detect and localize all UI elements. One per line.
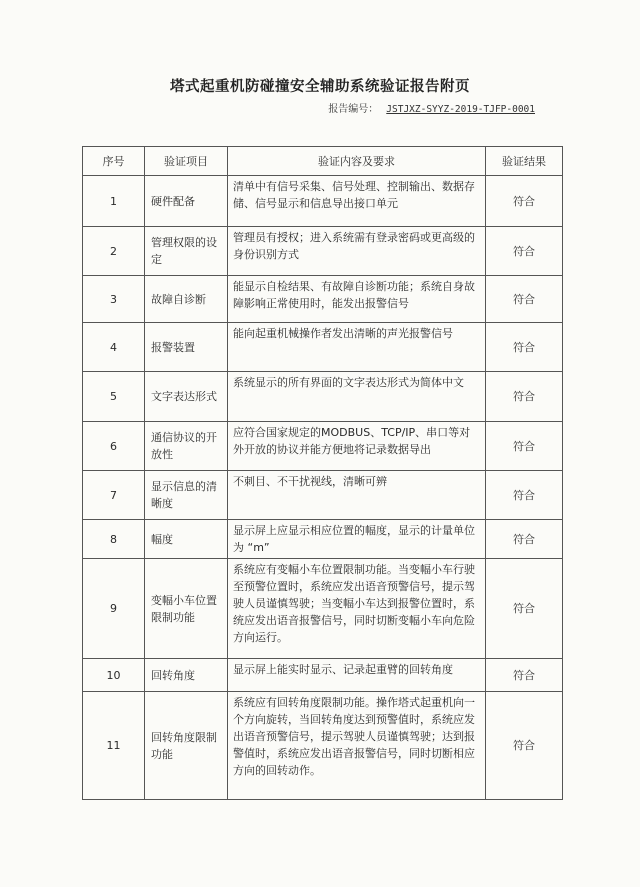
row-requirement-text: 管理员有授权；进入系统需有登录密码或更高级的身份识别方式 [233,231,475,261]
row-item [145,559,228,659]
row-item-text: 硬件配备 [151,194,195,208]
row-result [486,659,563,692]
row-number [83,323,145,372]
report-number-value: JSTJXZ-SYYZ-2019-TJFP-0001 [386,104,535,115]
row-requirement-text: 系统显示的所有界面的文字表达形式为简体中文 [233,376,464,389]
row-requirement [228,276,486,323]
table-row [83,659,563,692]
table-row [83,422,563,471]
table-row [83,559,563,659]
row-requirement-text: 能向起重机械操作者发出清晰的声光报警信号 [233,327,453,340]
table-row [83,176,563,227]
row-requirement [228,227,486,276]
row-requirement [228,692,486,800]
row-requirement [228,520,486,559]
table-row [83,471,563,520]
row-number [83,276,145,323]
verification-table [82,146,563,800]
row-result-text: 符合 [513,488,535,502]
row-result-text: 符合 [513,340,535,354]
row-item-text: 故障自诊断 [151,292,206,306]
row-result [486,471,563,520]
row-number-text: 4 [110,340,117,354]
row-item [145,659,228,692]
row-item [145,520,228,559]
header-no: 序号 [83,147,145,176]
row-number [83,692,145,800]
report-number [328,100,535,115]
row-item-text: 变幅小车位置限制功能 [151,593,217,624]
row-number-text: 3 [110,292,117,306]
row-number-text: 9 [110,602,117,615]
row-result [486,276,563,323]
row-item-text: 管理权限的设定 [151,236,217,266]
row-item-text: 回转角度 [151,668,195,682]
row-number-text: 11 [106,739,121,752]
row-item [145,227,228,276]
row-result [486,422,563,471]
row-item-text: 幅度 [151,532,173,546]
row-result-text: 符合 [513,244,535,258]
row-item [145,422,228,471]
row-requirement-text: 显示屏上应显示相应位置的幅度，显示的计量单位为 “m” [233,524,475,554]
row-number [83,659,145,692]
row-number-text: 8 [110,532,117,546]
row-requirement [228,422,486,471]
row-item-text: 通信协议的开放性 [151,431,217,461]
row-result-text: 符合 [513,194,535,208]
row-number-text: 1 [110,194,117,208]
header-item: 验证项目 [145,147,228,176]
table-row [83,520,563,559]
row-item-text: 回转角度限制功能 [151,730,217,761]
row-item-text: 显示信息的清晰度 [151,480,217,510]
row-item [145,372,228,422]
row-result-text: 符合 [513,390,535,403]
row-requirement-text: 不刺目、不干扰视线，清晰可辨 [233,475,387,488]
row-result-text: 符合 [513,668,535,682]
row-number-text: 7 [110,488,117,502]
row-requirement [228,372,486,422]
row-result-text: 符合 [513,439,535,453]
row-number [83,227,145,276]
report-number-label: 报告编号： [328,104,379,115]
row-requirement [228,559,486,659]
row-result [486,520,563,559]
row-number [83,372,145,422]
row-requirement [228,176,486,227]
row-number-text: 10 [106,668,121,682]
row-requirement-text: 系统应有变幅小车位置限制功能。当变幅小车行驶至预警位置时，系统应发出语音预警信号，提示驾驶人员谨慎驾驶；当变幅小车达到报警位置时，系统应发出语音报警信号，同时切断变幅小车向危险方向运行。 [233,563,475,644]
table-row [83,276,563,323]
row-item [145,276,228,323]
header-requirement: 验证内容及要求 [228,147,486,176]
row-result-text: 符合 [513,292,535,306]
row-item-text: 报警装置 [151,340,195,354]
row-item [145,692,228,800]
row-result [486,559,563,659]
row-item [145,176,228,227]
row-result-text: 符合 [513,739,535,752]
row-result [486,227,563,276]
row-result [486,372,563,422]
table-row [83,227,563,276]
row-item [145,471,228,520]
row-result-text: 符合 [513,532,535,546]
row-requirement-text: 清单中有信号采集、信号处理、控制输出、数据存储、信号显示和信息导出接口单元 [233,180,475,210]
table-header-row [83,147,563,176]
row-result [486,176,563,227]
row-requirement-text: 系统应有回转角度限制功能。操作塔式起重机向一个方向旋转，当回转角度达到预警值时，系统应发出语音预警信号，提示驾驶人员谨慎驾驶；达到报警值时，系统应发出语音报警信号，同时切断相应方向的回转动作。 [233,696,475,777]
row-number-text: 2 [110,244,117,258]
row-number [83,559,145,659]
row-number [83,471,145,520]
table-row [83,323,563,372]
row-requirement [228,471,486,520]
row-requirement [228,659,486,692]
header-result: 验证结果 [486,147,563,176]
row-item-text: 文字表达形式 [151,390,217,403]
row-number [83,176,145,227]
table-row [83,372,563,422]
row-requirement-text: 显示屏上能实时显示、记录起重臂的回转角度 [233,663,453,676]
row-result [486,323,563,372]
row-number [83,520,145,559]
document-title: 塔式起重机防碰撞安全辅助系统验证报告附页 [170,79,470,95]
row-number [83,422,145,471]
row-number-text: 6 [110,439,117,453]
row-requirement-text: 应符合国家规定的MODBUS、TCP/IP、串口等对外开放的协议并能方便地将记录数据导出 [233,426,471,456]
row-number-text: 5 [110,390,117,403]
row-item [145,323,228,372]
row-result-text: 符合 [513,602,535,615]
row-requirement-text: 能显示自检结果、有故障自诊断功能；系统自身故障影响正常使用时，能发出报警信号 [233,280,475,310]
table-row [83,692,563,800]
row-result [486,692,563,800]
row-requirement [228,323,486,372]
